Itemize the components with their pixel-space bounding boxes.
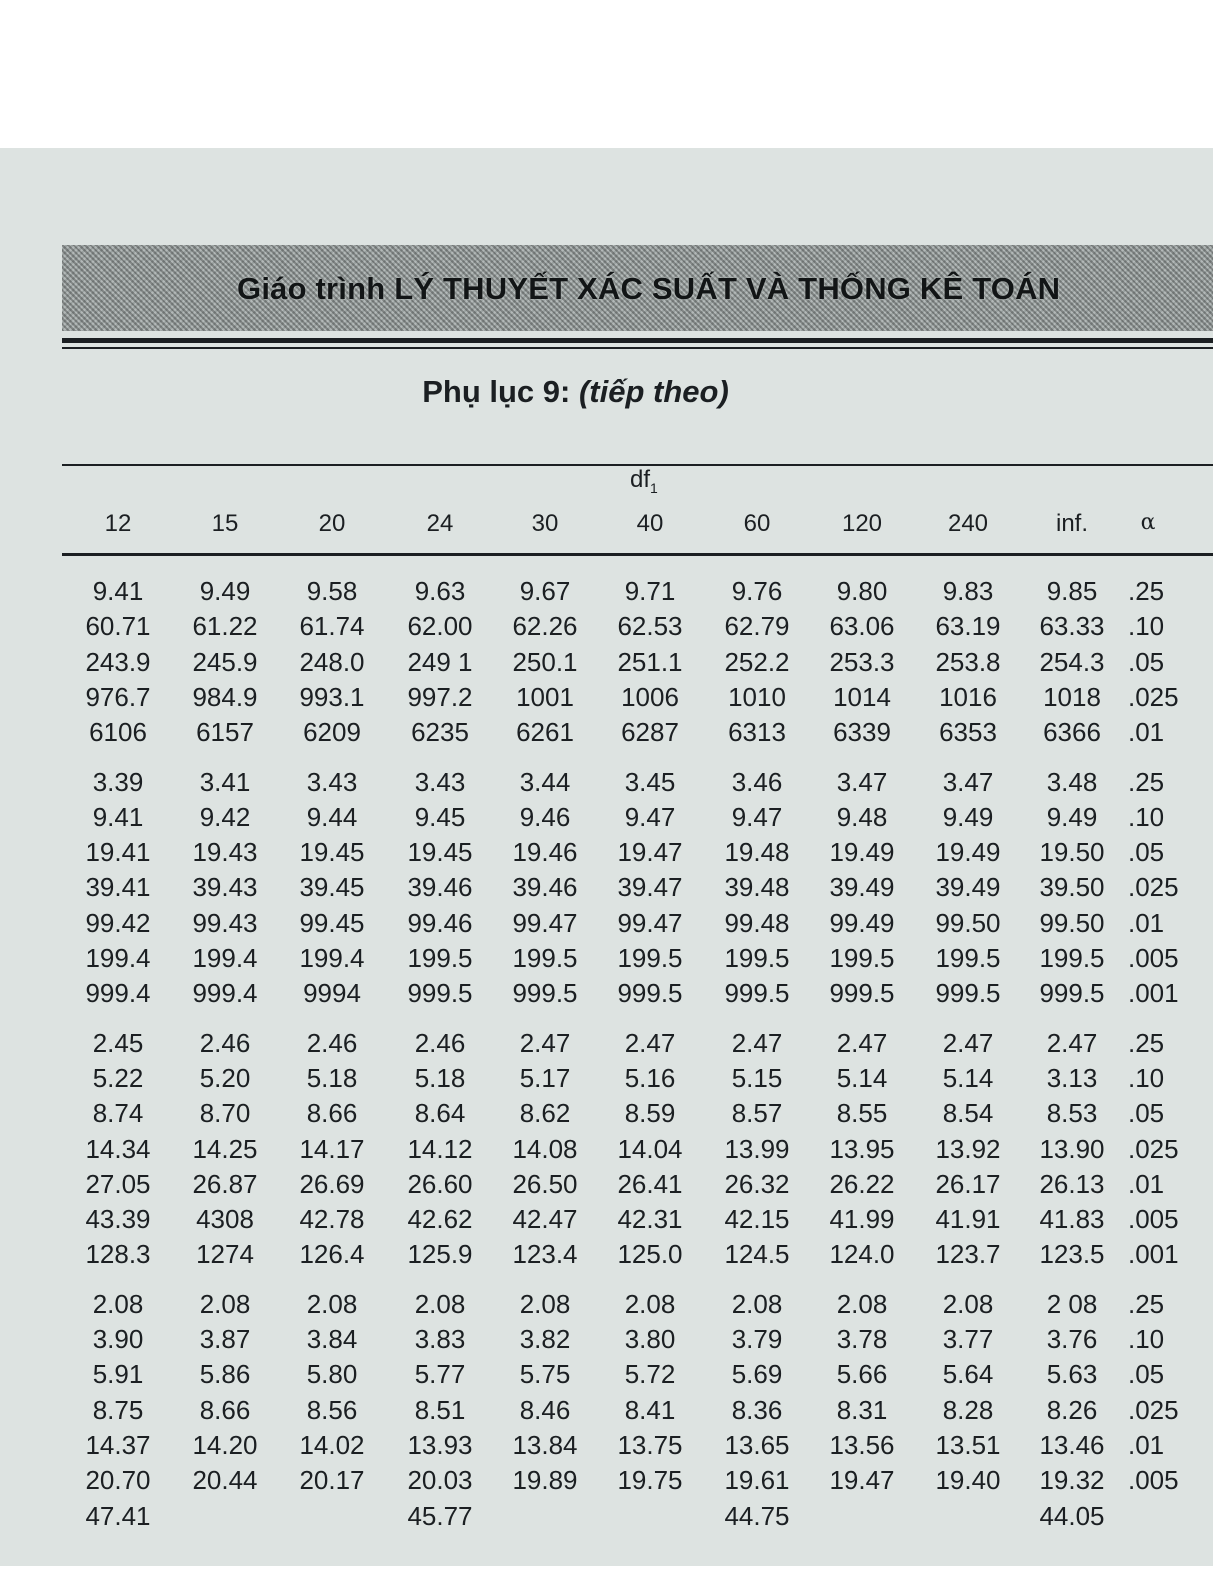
table-cell: 99.50 xyxy=(1039,907,1105,938)
alpha-cell: .005 xyxy=(1128,1204,1179,1235)
table-cell: 39.46 xyxy=(407,872,473,903)
running-header-text: Giáo trình LÝ THUYẾT XÁC SUẤT VÀ THỐNG KÊ TOÁN xyxy=(237,271,1061,306)
table-cell: 124.5 xyxy=(724,1239,790,1270)
table-cell: 6313 xyxy=(728,717,786,748)
table-cell: 1274 xyxy=(196,1239,254,1270)
table-cell: 13.92 xyxy=(935,1133,1001,1164)
table-cell: 9.76 xyxy=(731,576,783,606)
alpha-cell: .25 xyxy=(1128,766,1165,797)
table-cell: 20.03 xyxy=(407,1465,473,1496)
table-cell: 253.8 xyxy=(935,646,1001,677)
table-cell: 14.17 xyxy=(299,1133,365,1164)
alpha-cell: .05 xyxy=(1128,1098,1165,1129)
table-cell: 13.46 xyxy=(1039,1429,1105,1460)
column-header: 12 xyxy=(104,510,132,537)
column-header: 120 xyxy=(841,510,883,537)
table-cell: 251.1 xyxy=(617,646,683,677)
table-cell: 2.08 xyxy=(942,1288,994,1319)
table-cell: 13.65 xyxy=(724,1429,790,1460)
table-cell: 19.45 xyxy=(407,837,473,868)
alpha-cell: .01 xyxy=(1128,1429,1165,1460)
table-cell: 8.36 xyxy=(731,1394,783,1425)
table-cell: 14.04 xyxy=(617,1133,683,1164)
table-cell: 99.47 xyxy=(617,907,683,938)
alpha-cell: .001 xyxy=(1128,978,1179,1009)
table-cell: 19.48 xyxy=(724,837,790,868)
table-cell: 9.58 xyxy=(306,576,358,606)
table-cell: 9.85 xyxy=(1046,576,1098,606)
table-cell: 999.5 xyxy=(1039,978,1105,1009)
table-cell: 14.20 xyxy=(192,1429,258,1460)
table-cell: 128.3 xyxy=(85,1239,151,1270)
table-cell: 2.08 xyxy=(199,1288,251,1319)
column-header: 20 xyxy=(318,510,346,537)
table-cell: 44.75 xyxy=(724,1500,790,1531)
table-cell: 26.17 xyxy=(935,1168,1001,1199)
alpha-cell: .05 xyxy=(1128,837,1165,868)
table-cell: 6157 xyxy=(196,717,254,748)
table-cell: 63.33 xyxy=(1039,611,1105,642)
table-cell: 39.45 xyxy=(299,872,365,903)
table-cell: 42.15 xyxy=(724,1204,790,1235)
table-cell: 3.79 xyxy=(731,1324,783,1354)
book-page xyxy=(0,148,1213,1568)
table-cell: 26.22 xyxy=(829,1168,895,1199)
table-cell: 19.49 xyxy=(829,837,895,868)
table-cell: 8.74 xyxy=(92,1098,144,1129)
table-cell: 20.17 xyxy=(299,1465,365,1496)
table-cell: 248.0 xyxy=(299,646,365,677)
table-cell: 9.44 xyxy=(306,801,358,832)
table-cell: 3.47 xyxy=(836,766,888,797)
table-cell: 39.49 xyxy=(829,872,895,903)
table-cell: 2 08 xyxy=(1046,1288,1098,1319)
alpha-cell: .10 xyxy=(1128,1324,1165,1354)
table-cell: 5.20 xyxy=(199,1062,251,1093)
table-cell: 13.84 xyxy=(512,1429,578,1460)
table-cell: 9.49 xyxy=(199,576,251,606)
alpha-cell: .005 xyxy=(1128,1465,1179,1496)
table-cell: 999.4 xyxy=(85,978,151,1009)
table-cell: 2.47 xyxy=(942,1027,994,1058)
table-cell: 199.5 xyxy=(935,943,1001,973)
table-cell: 19.89 xyxy=(512,1465,578,1496)
table-cell: 42.62 xyxy=(407,1204,473,1235)
table-cell: 2.45 xyxy=(92,1027,144,1058)
table-cell: 19.49 xyxy=(935,837,1001,868)
table-cell: 199.4 xyxy=(85,943,151,973)
table-cell: 199.4 xyxy=(299,943,365,973)
table-cell: 39.49 xyxy=(935,872,1001,903)
table-cell: 39.48 xyxy=(724,872,790,903)
alpha-cell: .10 xyxy=(1128,801,1165,832)
table-cell: 8.75 xyxy=(92,1394,144,1425)
table-cell: 9.41 xyxy=(92,801,144,832)
table-cell: 3.78 xyxy=(836,1324,888,1354)
table-cell: 14.37 xyxy=(85,1429,151,1460)
table-cell: 997.2 xyxy=(407,681,473,712)
table-cell: 984.9 xyxy=(192,681,258,712)
table-cell: 19.41 xyxy=(85,837,151,868)
table-cell: 3.48 xyxy=(1046,766,1098,797)
table-cell: 5.22 xyxy=(92,1062,144,1093)
table-cell: 6339 xyxy=(833,717,891,748)
table-cell: 2.08 xyxy=(414,1288,466,1319)
table-cell: 999.5 xyxy=(617,978,683,1009)
table-cell: 124.0 xyxy=(829,1239,895,1270)
table-cell: 26.41 xyxy=(617,1168,683,1199)
alpha-cell: .05 xyxy=(1128,646,1165,677)
table-cell: 5.18 xyxy=(414,1062,466,1093)
table-cell: 62.53 xyxy=(617,611,683,642)
table-cell: 9.47 xyxy=(624,801,676,832)
table-cell: 39.50 xyxy=(1039,872,1105,903)
alpha-cell: .025 xyxy=(1128,681,1179,712)
table-cell: 19.43 xyxy=(192,837,258,868)
table-cell: 999.4 xyxy=(192,978,258,1009)
table-cell: 5.66 xyxy=(836,1359,888,1390)
table-cell: 61.74 xyxy=(299,611,365,642)
alpha-cell: .025 xyxy=(1128,1133,1179,1164)
table-cell: 5.91 xyxy=(92,1359,144,1390)
table-cell: 60.71 xyxy=(85,611,151,642)
table-cell: 9.42 xyxy=(199,801,251,832)
table-cell: 2.46 xyxy=(306,1027,358,1058)
table-cell: 20.70 xyxy=(85,1465,151,1496)
alpha-cell: .01 xyxy=(1128,1168,1165,1199)
table-cell: 9.63 xyxy=(414,576,466,606)
table-cell: 6366 xyxy=(1043,717,1101,748)
table-cell: 254.3 xyxy=(1039,646,1105,677)
table-cell: 13.51 xyxy=(935,1429,1001,1460)
table-cell: 99.50 xyxy=(935,907,1001,938)
title-main: Phụ lục 9: xyxy=(422,374,571,409)
table-cell: 8.56 xyxy=(306,1394,358,1425)
table-cell: 13.75 xyxy=(617,1429,683,1460)
table-cell: 9.80 xyxy=(836,576,888,606)
table-cell: 9.41 xyxy=(92,576,144,606)
table-cell: 43.39 xyxy=(85,1204,151,1235)
table-cell: 993.1 xyxy=(299,681,365,712)
table-cell: 5.15 xyxy=(731,1062,783,1093)
table-cell: 999.5 xyxy=(724,978,790,1009)
table-cell: 8.66 xyxy=(306,1098,358,1129)
table-cell: 44.05 xyxy=(1039,1500,1105,1531)
table-cell: 14.34 xyxy=(85,1133,151,1164)
table-cell: 252.2 xyxy=(724,646,790,677)
table-cell: 5.14 xyxy=(942,1062,994,1093)
table-cell: 3.83 xyxy=(414,1324,466,1354)
table-cell: 8.26 xyxy=(1046,1394,1098,1425)
table-cell: 26.69 xyxy=(299,1168,365,1199)
table-cell: 26.87 xyxy=(192,1168,258,1199)
table-cell: 2.08 xyxy=(92,1288,144,1319)
table-cell: 199.5 xyxy=(1039,943,1105,973)
alpha-cell: .025 xyxy=(1128,872,1179,903)
table-cell: 9.45 xyxy=(414,801,466,832)
table-cell: 13.90 xyxy=(1039,1133,1105,1164)
column-header: 60 xyxy=(743,510,771,537)
table-cell: 26.60 xyxy=(407,1168,473,1199)
table-cell: 1001 xyxy=(516,681,574,712)
table-cell: 2.08 xyxy=(519,1288,571,1319)
table-cell: 99.45 xyxy=(299,907,365,938)
table-cell: 5.75 xyxy=(519,1359,571,1390)
table-cell: 27.05 xyxy=(85,1168,151,1199)
table-cell: 42.78 xyxy=(299,1204,365,1235)
table-cell: 42.47 xyxy=(512,1204,578,1235)
table-cell: 19.50 xyxy=(1039,837,1105,868)
table-cell: 6353 xyxy=(939,717,997,748)
alpha-cell: .25 xyxy=(1128,1288,1165,1319)
column-header: inf. xyxy=(1055,510,1088,537)
table-cell: 3.87 xyxy=(199,1324,251,1354)
table-cell: 13.93 xyxy=(407,1429,473,1460)
table-cell: 8.62 xyxy=(519,1098,571,1129)
alpha-cell: .05 xyxy=(1128,1359,1165,1390)
alpha-cell: .001 xyxy=(1128,1239,1179,1270)
table-cell: 2.47 xyxy=(836,1027,888,1058)
table-cell: 26.13 xyxy=(1039,1168,1105,1199)
table-cell: 3.77 xyxy=(942,1324,994,1354)
table-cell: 8.51 xyxy=(414,1394,466,1425)
table-cell: 26.32 xyxy=(724,1168,790,1199)
table-cell: 1010 xyxy=(728,681,786,712)
table-cell: 3.41 xyxy=(199,766,251,797)
table-cell: 3.13 xyxy=(1046,1062,1098,1093)
table-cell: 45.77 xyxy=(407,1500,473,1531)
table-cell: 99.42 xyxy=(85,907,151,938)
table-cell: 125.9 xyxy=(407,1239,473,1270)
table-cell: 13.99 xyxy=(724,1133,790,1164)
table-cell: 62.00 xyxy=(407,611,473,642)
table-cell: 6209 xyxy=(303,717,361,748)
alpha-cell: .025 xyxy=(1128,1394,1179,1425)
table-cell: 3.46 xyxy=(731,766,783,797)
table-cell: 19.40 xyxy=(935,1465,1001,1496)
df-label-subscript: 1 xyxy=(650,479,658,496)
table-cell: 199.5 xyxy=(617,943,683,973)
alpha-cell: .10 xyxy=(1128,1062,1165,1093)
table-cell: 39.46 xyxy=(512,872,578,903)
table-cell: 2.46 xyxy=(414,1027,466,1058)
table-cell: 126.4 xyxy=(299,1239,365,1270)
table-cell: 1016 xyxy=(939,681,997,712)
alpha-column-header: α xyxy=(1140,510,1156,535)
table-cell: 39.43 xyxy=(192,872,258,903)
table-cell: 42.31 xyxy=(617,1204,683,1235)
column-header: 30 xyxy=(531,510,559,537)
table-cell: 6235 xyxy=(411,717,469,748)
table-cell: 199.5 xyxy=(512,943,578,973)
table-cell: 39.41 xyxy=(85,872,151,903)
table-cell: 123.7 xyxy=(935,1239,1001,1270)
table-cell: 1014 xyxy=(833,681,891,712)
table-cell: 9.47 xyxy=(731,801,783,832)
table-cell: 9.67 xyxy=(519,576,571,606)
table-cell: 3.44 xyxy=(519,766,571,797)
table-cell: 3.76 xyxy=(1046,1324,1098,1354)
table-cell: 14.02 xyxy=(299,1429,365,1460)
table-cell: 6287 xyxy=(621,717,679,748)
table-cell: 199.5 xyxy=(724,943,790,973)
table-cell: 976.7 xyxy=(85,681,151,712)
table-cell: 6261 xyxy=(516,717,574,748)
table-cell: 245.9 xyxy=(192,646,258,677)
table-cell: 9.49 xyxy=(1046,801,1098,832)
table-cell: 99.43 xyxy=(192,907,258,938)
table-cell: 3.82 xyxy=(519,1324,571,1354)
table-cell: 9.83 xyxy=(942,576,994,606)
table-cell: 9.46 xyxy=(519,801,571,832)
table-cell: 125.0 xyxy=(617,1239,683,1270)
table-cell: 243.9 xyxy=(85,646,151,677)
table-cell: 19.32 xyxy=(1039,1465,1105,1496)
table-cell: 2.47 xyxy=(519,1027,571,1058)
table-cell: 2.47 xyxy=(624,1027,676,1058)
table-cell: 61.22 xyxy=(192,611,258,642)
table-cell: 2.08 xyxy=(731,1288,783,1319)
alpha-cell: .005 xyxy=(1128,943,1179,973)
table-cell: 39.47 xyxy=(617,872,683,903)
alpha-cell: .01 xyxy=(1128,907,1165,938)
column-header: 40 xyxy=(636,510,664,537)
table-cell: 8.57 xyxy=(731,1098,783,1129)
table-cell: 14.08 xyxy=(512,1133,578,1164)
table-cell: 5.63 xyxy=(1046,1359,1098,1390)
table-cell: 1006 xyxy=(621,681,679,712)
table-cell: 13.95 xyxy=(829,1133,895,1164)
table-cell: 5.14 xyxy=(836,1062,888,1093)
table-cell: 999.5 xyxy=(512,978,578,1009)
table-cell: 8.41 xyxy=(624,1394,676,1425)
table-cell: 26.50 xyxy=(512,1168,578,1199)
table-cell: 3.47 xyxy=(942,766,994,797)
table-cell: 8.66 xyxy=(199,1394,251,1425)
alpha-cell: .10 xyxy=(1128,611,1165,642)
table-cell: 99.48 xyxy=(724,907,790,938)
table-cell: 2.08 xyxy=(306,1288,358,1319)
table-cell: 9.49 xyxy=(942,801,994,832)
title-sub: (tiếp theo) xyxy=(578,374,729,409)
table-cell: 5.16 xyxy=(624,1062,676,1093)
table-cell: 4308 xyxy=(196,1204,254,1235)
table-cell: 3.80 xyxy=(624,1324,676,1354)
table-cell: 2.46 xyxy=(199,1027,251,1058)
table-cell: 20.44 xyxy=(192,1465,258,1496)
table-cell: 3.90 xyxy=(92,1324,144,1354)
table-cell: 123.4 xyxy=(512,1239,578,1270)
table-cell: 199.5 xyxy=(829,943,895,973)
table-cell: 5.69 xyxy=(731,1359,783,1390)
table-cell: 1018 xyxy=(1043,681,1101,712)
table-cell: 3.39 xyxy=(92,766,144,797)
table-cell: 6106 xyxy=(89,717,147,748)
table-cell: 19.61 xyxy=(724,1465,790,1496)
table-cell: 9994 xyxy=(303,978,361,1009)
table-cell: 8.59 xyxy=(624,1098,676,1129)
table-cell: 2.08 xyxy=(836,1288,888,1319)
table-cell: 2.08 xyxy=(624,1288,676,1319)
table-cell: 199.5 xyxy=(407,943,473,973)
table-cell: 999.5 xyxy=(407,978,473,1009)
table-cell: 62.26 xyxy=(512,611,578,642)
table-cell: 3.43 xyxy=(414,766,466,797)
table-cell: 8.54 xyxy=(942,1098,994,1129)
table-cell: 41.99 xyxy=(829,1204,895,1235)
table-cell: 19.45 xyxy=(299,837,365,868)
table-cell: 63.06 xyxy=(829,611,895,642)
table-cell: 63.19 xyxy=(935,611,1001,642)
table-cell: 8.55 xyxy=(836,1098,888,1129)
table-cell: 3.45 xyxy=(624,766,676,797)
alpha-cell: .25 xyxy=(1128,1027,1165,1058)
table-cell: 41.83 xyxy=(1039,1204,1105,1235)
table-cell: 5.77 xyxy=(414,1359,466,1390)
table-cell: 250.1 xyxy=(512,646,578,677)
alpha-cell: .25 xyxy=(1128,576,1165,606)
table-cell: 8.46 xyxy=(519,1394,571,1425)
f-distribution-table xyxy=(0,148,1213,1568)
table-cell: 62.79 xyxy=(724,611,790,642)
table-cell: 5.72 xyxy=(624,1359,676,1390)
table-cell: 199.4 xyxy=(192,943,258,973)
table-cell: 14.25 xyxy=(192,1133,258,1164)
table-cell: 19.47 xyxy=(617,837,683,868)
table-cell: 8.70 xyxy=(199,1098,251,1129)
table-cell: 19.75 xyxy=(617,1465,683,1496)
table-cell: 5.17 xyxy=(519,1062,571,1093)
table-cell: 19.47 xyxy=(829,1465,895,1496)
table-cell: 5.64 xyxy=(942,1359,994,1390)
table-cell: 999.5 xyxy=(935,978,1001,1009)
table-cell: 5.18 xyxy=(306,1062,358,1093)
page-bottom-margin xyxy=(0,1566,1225,1585)
column-header: 24 xyxy=(426,510,454,537)
table-cell: 5.86 xyxy=(199,1359,251,1390)
table-cell: 8.64 xyxy=(414,1098,466,1129)
table-cell: 123.5 xyxy=(1039,1239,1105,1270)
column-header: 240 xyxy=(947,510,989,537)
table-cell: 253.3 xyxy=(829,646,895,677)
df-label-text: df xyxy=(630,466,651,493)
column-header: 15 xyxy=(211,510,239,537)
table-cell: 249 1 xyxy=(407,646,473,677)
table-cell: 8.28 xyxy=(942,1394,994,1425)
table-cell: 47.41 xyxy=(85,1500,151,1531)
table-cell: 8.31 xyxy=(836,1394,888,1425)
table-cell: 8.53 xyxy=(1046,1098,1098,1129)
table-cell: 3.43 xyxy=(306,766,358,797)
table-cell: 9.71 xyxy=(624,576,676,606)
table-cell: 13.56 xyxy=(829,1429,895,1460)
table-cell: 2.47 xyxy=(1046,1027,1098,1058)
table-cell: 99.47 xyxy=(512,907,578,938)
table-cell: 41.91 xyxy=(935,1204,1001,1235)
table-cell: 3.84 xyxy=(306,1324,358,1354)
alpha-cell: .01 xyxy=(1128,717,1165,748)
table-cell: 2.47 xyxy=(731,1027,783,1058)
table-cell: 99.46 xyxy=(407,907,473,938)
table-cell: 999.5 xyxy=(829,978,895,1009)
table-cell: 19.46 xyxy=(512,837,578,868)
table-cell: 9.48 xyxy=(836,801,888,832)
table-cell: 14.12 xyxy=(407,1133,473,1164)
table-cell: 5.80 xyxy=(306,1359,358,1390)
table-cell: 99.49 xyxy=(829,907,895,938)
